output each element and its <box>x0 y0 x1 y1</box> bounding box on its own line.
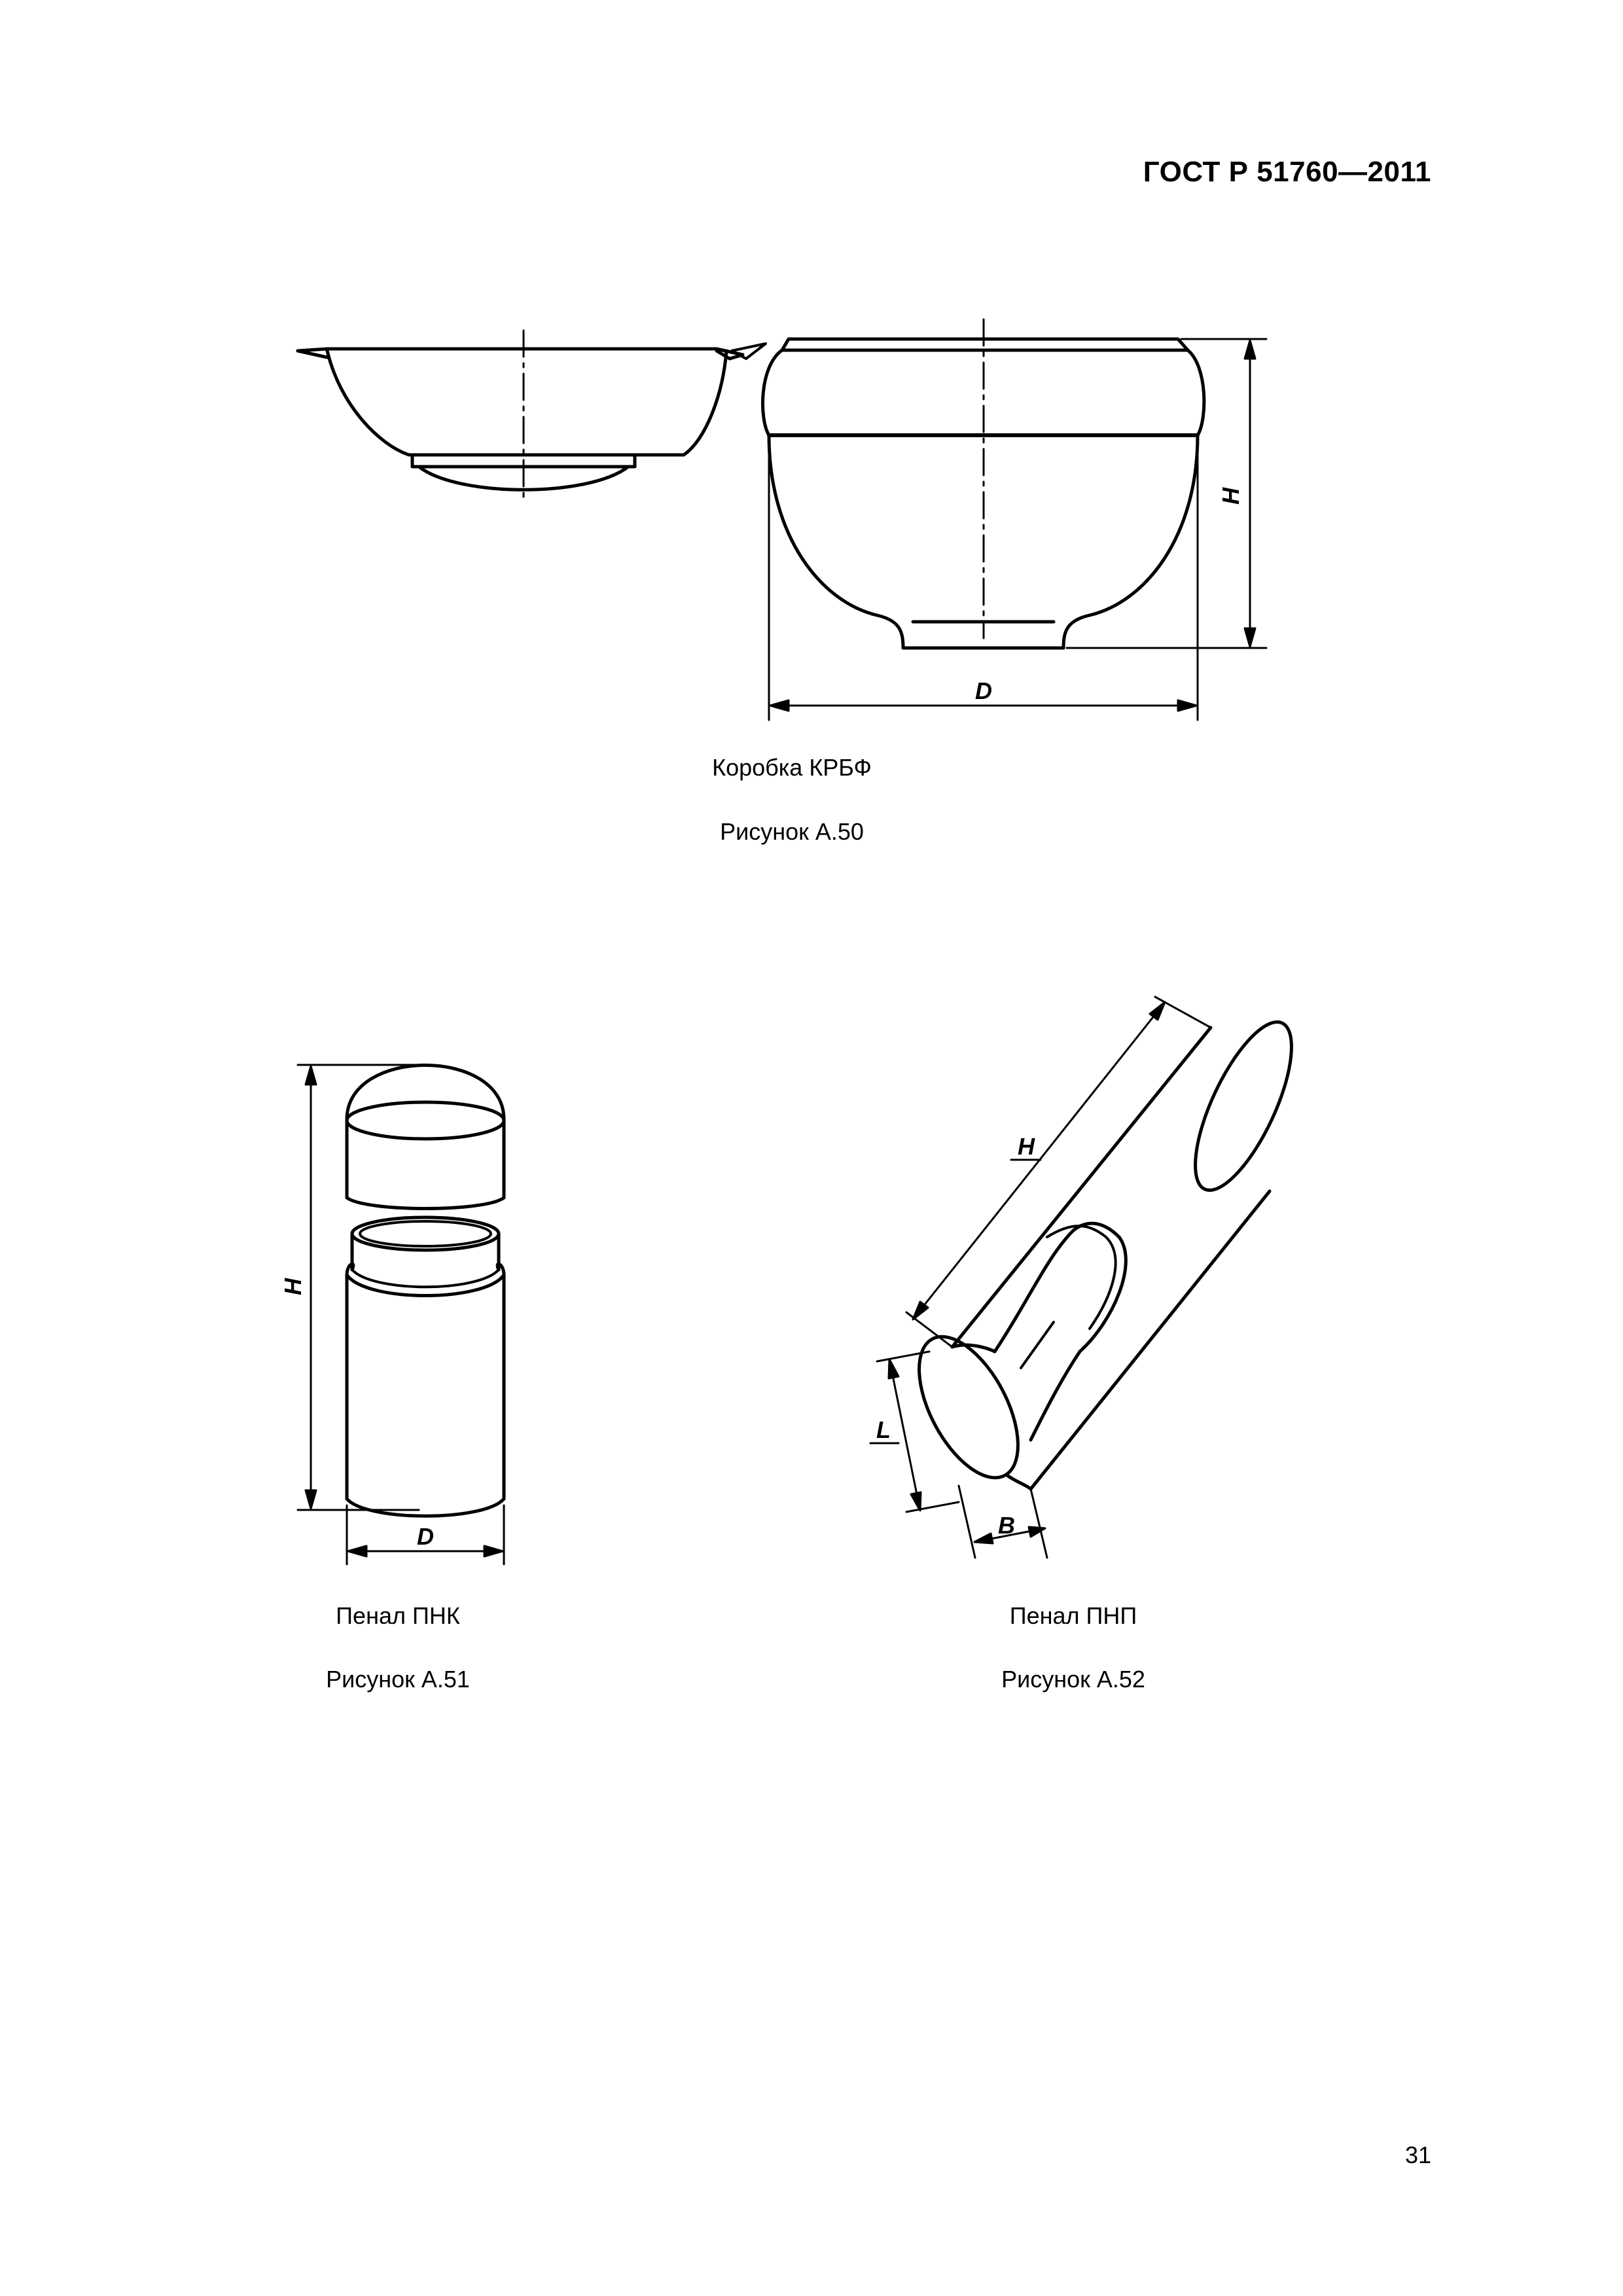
figure-a50-product: Коробка КРБФ <box>712 754 872 781</box>
document-header: ГОСТ Р 51760—2011 <box>1143 156 1431 188</box>
box-lid <box>298 331 766 501</box>
figure-a50-label: Рисунок А.50 <box>720 818 864 845</box>
dim-label-d-a51: D <box>417 1523 434 1550</box>
page-number: 31 <box>1404 2142 1431 2168</box>
dim-label-h-a50: H <box>1217 488 1244 505</box>
figure-a52-label: Рисунок А.52 <box>1001 1666 1145 1693</box>
figure-a51-drawing <box>298 1065 504 1564</box>
figure-a52-product: Пенал ПНП <box>1009 1602 1137 1629</box>
box-body <box>762 319 1204 648</box>
dim-label-d-a50: D <box>975 677 992 704</box>
dim-label-h-a52: H <box>1018 1133 1035 1160</box>
figure-a51-product: Пенал ПНК <box>336 1602 460 1629</box>
figure-a51-label: Рисунок А.51 <box>326 1666 470 1693</box>
dim-label-h-a51: H <box>279 1278 306 1295</box>
figure-a52-drawing <box>870 997 1311 1558</box>
case-body <box>347 1264 504 1516</box>
figure-a50-drawing <box>298 319 1266 720</box>
dimension-h-a52 <box>906 997 1211 1347</box>
case-cap <box>347 1066 504 1209</box>
dim-label-l-a52: L <box>876 1416 891 1443</box>
dim-label-b-a52: B <box>998 1512 1015 1539</box>
case-sleeve <box>352 1217 499 1270</box>
